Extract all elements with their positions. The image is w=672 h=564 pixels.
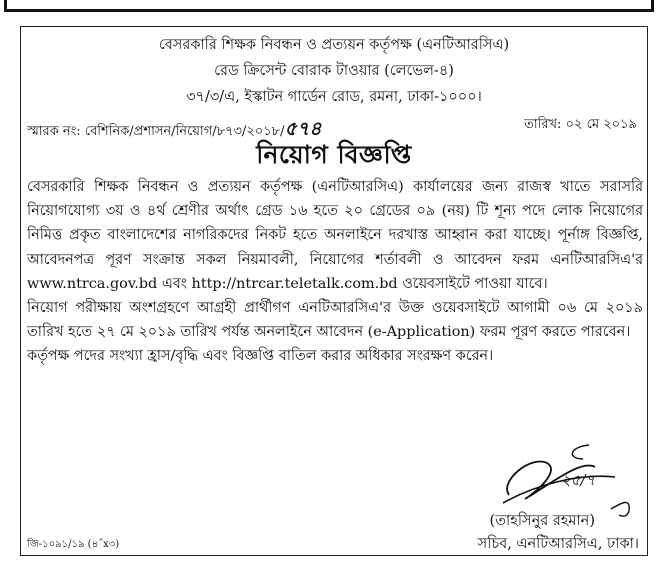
signature-scribble — [439, 433, 639, 519]
building-name: রেড ক্রিসেন্ট বোরাক টাওয়ার (লেভেল-৪) — [214, 63, 454, 79]
recruitment-notice — [20, 26, 648, 556]
paragraph-2: নিয়োগ পরীক্ষায় অংশগ্রহণে আগ্রহী প্রার্থীগণ এনটিআরসিএ'র উক্ত ওয়েবসাইটে আগামী ০৬ মে ২০১৯ তারিখ হতে ২৭ মে ২০১৯ তারিখ পর্যন্ত অনলাইনে আবেদন (e-Application) ফরম পূরণ করতে পারবেন। — [27, 300, 643, 341]
signer-designation: সচিব, এনটিআরসিএ, ঢাকা। — [477, 536, 639, 552]
memo-label: স্মারক নং: বেশিনিক/প্রশাসন/নিয়োগ/৮৭৩/২০১৮/ — [27, 124, 285, 139]
signature-date: ২৫/৭ — [561, 471, 596, 489]
address: ৩৭/৩/এ, ইস্কাটন গার্ডেন রোড, রমনা, ঢাকা-১০০০। — [186, 89, 482, 105]
ad-code: জি-১০৯১/১৯ (৪˝x৩) — [27, 539, 120, 550]
notice-body — [27, 175, 643, 369]
paragraph-3: কর্তৃপক্ষ পদের সংখ্যা হ্রাস/বৃদ্ধি এবং বিজ্ঞপ্তি বাতিল করার অধিকার সংরক্ষণ করেন। — [27, 348, 494, 365]
paragraph-1: বেসরকারি শিক্ষক নিবন্ধন ও প্রত্যয়ন কর্তৃপক্ষ (এনটিআরসিএ) কার্যালয়ের জন্য রাজস্ব খাতে সরাসরি নিয়োগযোগ্য ৩য় ও ৪র্থ শ্রেণীর অর্থাৎ গ্রেড ১৬ হতে ২০ গ্রেডের ০৯ (নয়) টি শূন্য পদে লোক নিয়োগের নিমিত্ত প্রকৃত বাংলাদেশের নাগরিকদের নিকট হতে অনলাইনে দরখাস্ত আহ্বান করা যাচ্ছে। পূর্নাঙ্গ বিজ্ঞপ্তি, আবেদনপত্র পূরণ সংক্রান্ত সকল নিয়মাবলী, নিয়োগের শর্তাবলী ও আবেদন ফরম এনটিআরসিএ'র www.ntrca.gov.bd এবং http://ntrcar.teletalk.com.bd ওয়েবসাইটে পাওয়া যাবে। — [27, 179, 643, 292]
signer-name: (তাহসিনুর রহমান) — [489, 513, 595, 529]
notice-title: নিয়োগ বিজ্ঞপ্তি — [256, 140, 412, 169]
memo-date: তারিখ: ০২ মে ২০১৯ — [524, 117, 637, 132]
org-name: বেসরকারি শিক্ষক নিবন্ধন ও প্রত্যয়ন কর্তৃপক্ষ (এনটিআরসিএ) — [158, 37, 510, 53]
previous-notice-frame — [4, 0, 654, 12]
memo-handwritten-number: ৫৭৪ — [284, 118, 322, 140]
